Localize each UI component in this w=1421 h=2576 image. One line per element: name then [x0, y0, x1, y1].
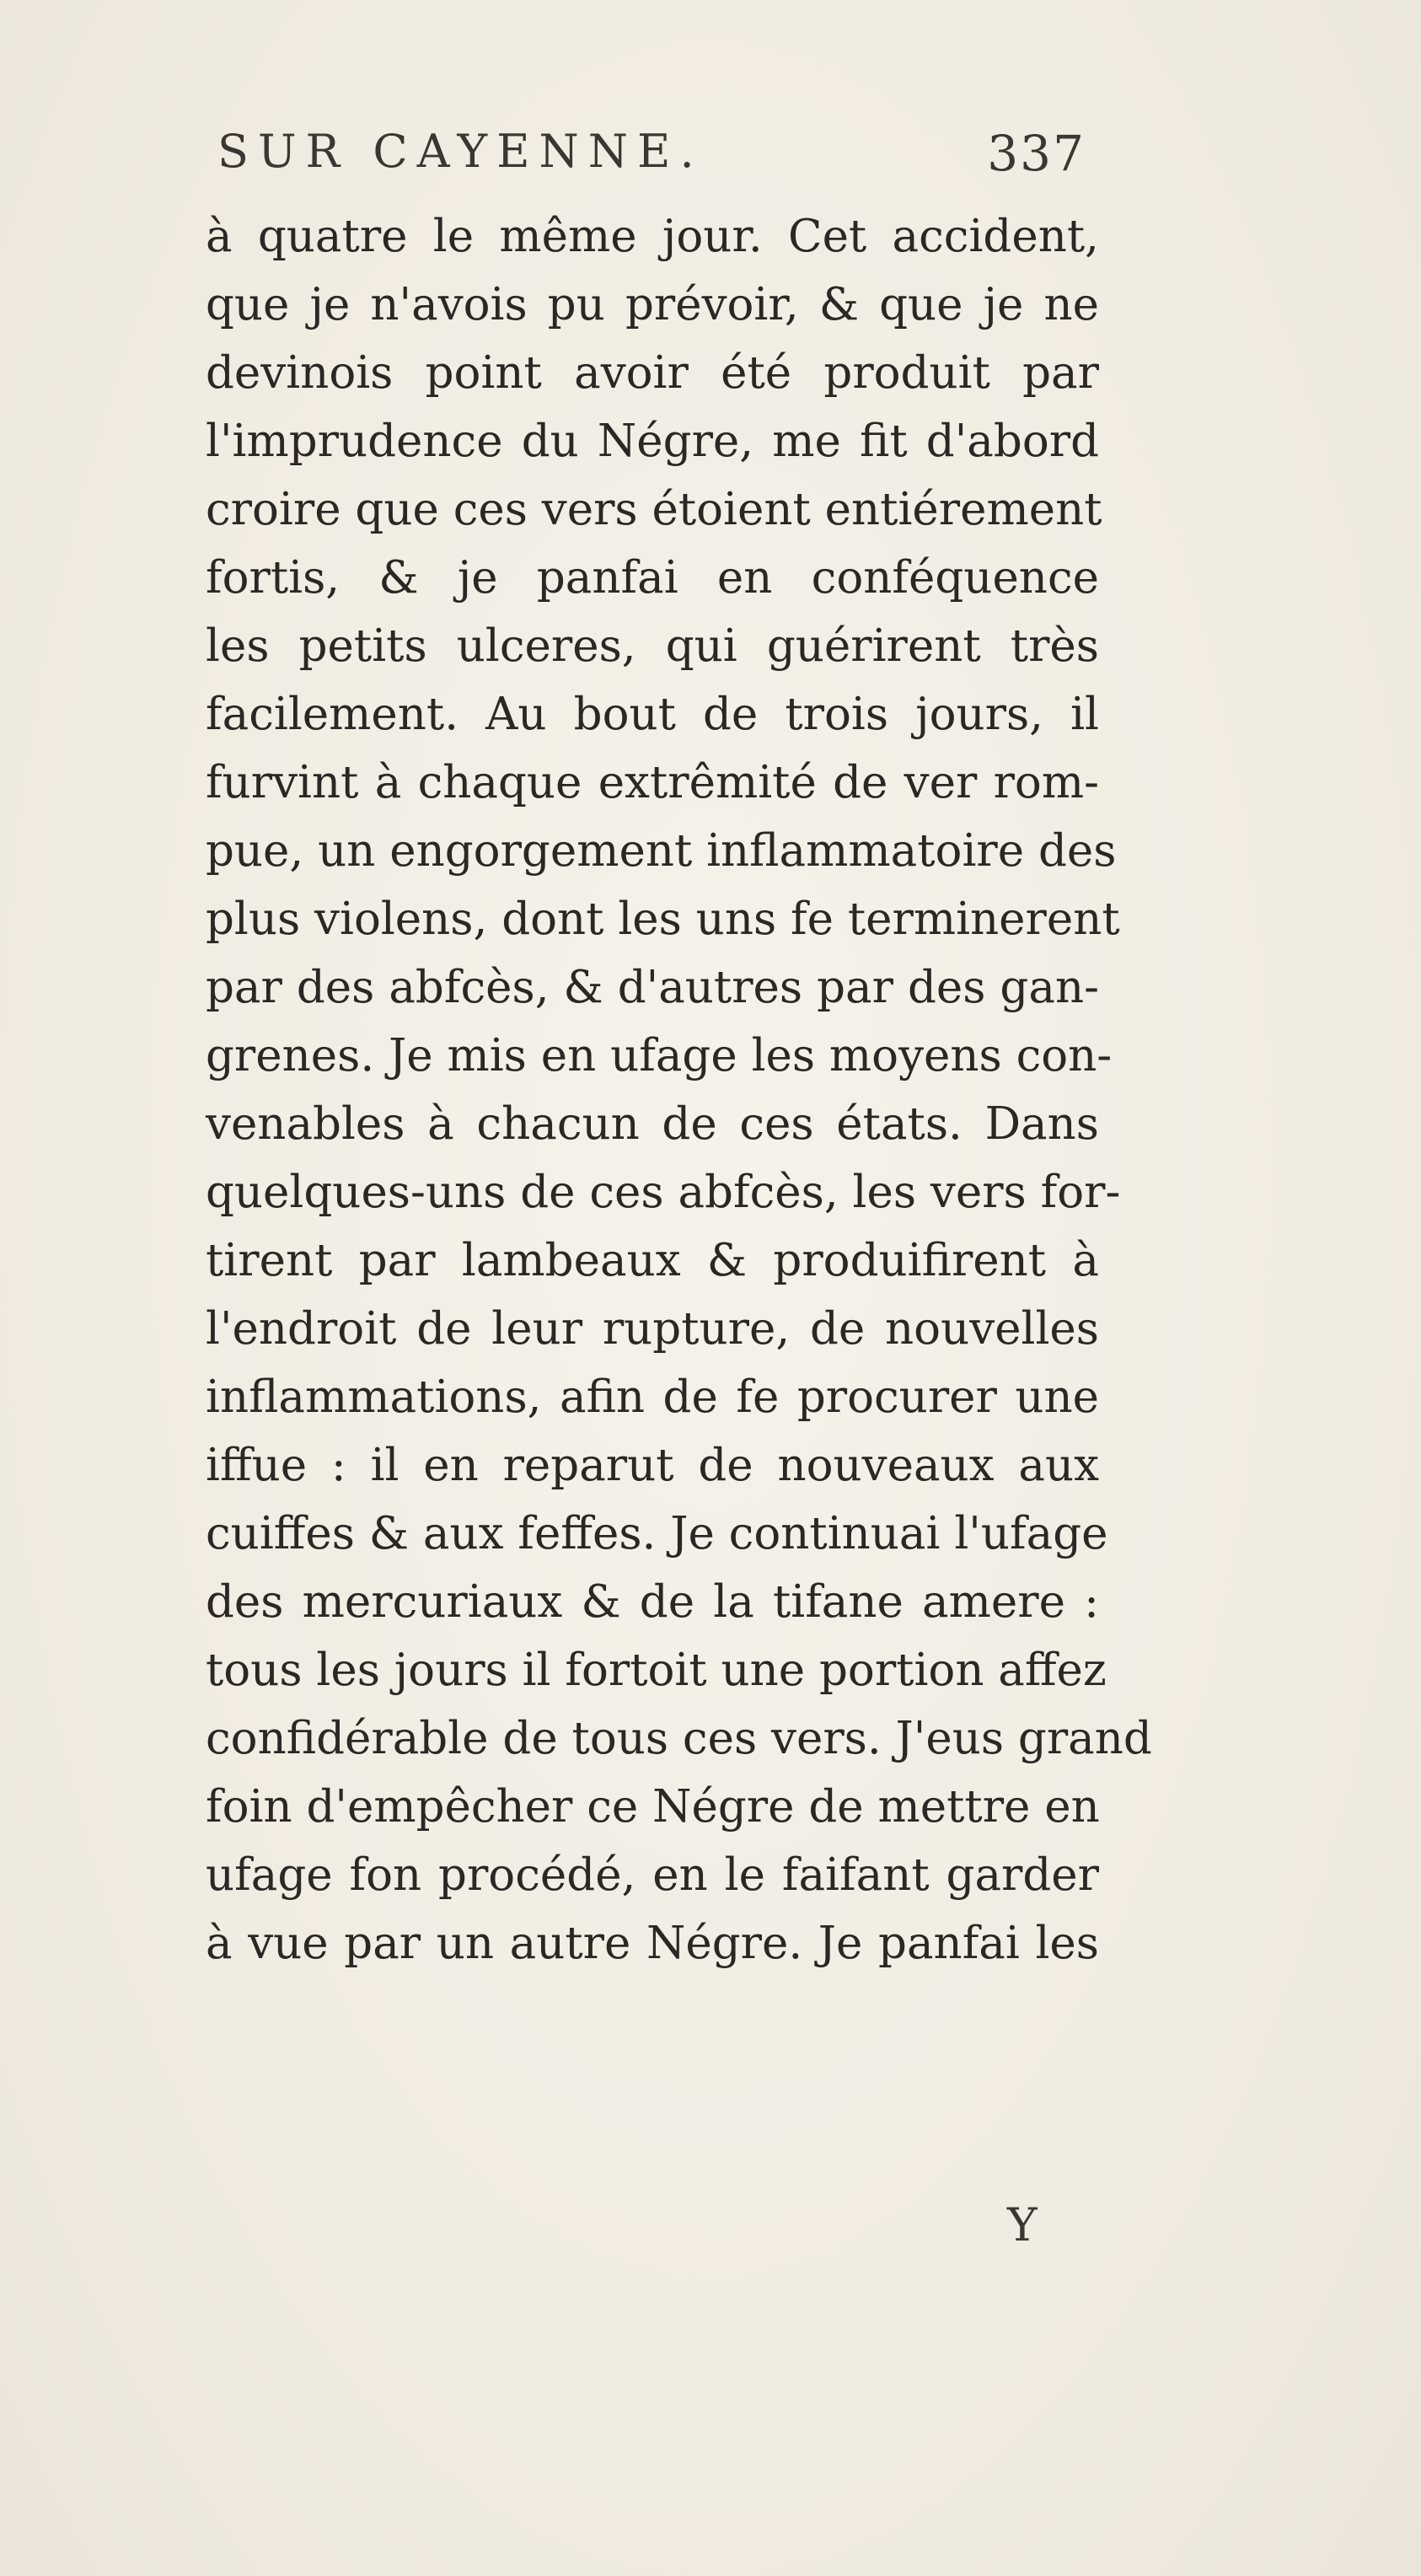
text-line: cuiffes & aux feffes. Je continuai l'ufage — [206, 1508, 1108, 1559]
text-line: les petits ulceres, qui guérirent très — [206, 620, 1099, 672]
text-line: à quatre le même jour. Cet accident, — [206, 211, 1099, 262]
text-line: devinois point avoir été produit par — [206, 347, 1099, 399]
text-line: plus violens, dont les uns fe terminerent — [206, 894, 1120, 945]
text-line: quelques-uns de ces abfcès, les vers for- — [206, 1167, 1121, 1218]
text-line: l'imprudence du Négre, me fit d'abord — [206, 416, 1099, 467]
text-line: des mercuriaux & de la tifane amere : — [206, 1576, 1099, 1628]
text-line: foin d'empêcher ce Négre de mettre en — [206, 1781, 1100, 1833]
text-line: facilement. Au bout de trois jours, il — [206, 689, 1099, 740]
text-line: croire que ces vers étoient entiérement — [206, 484, 1102, 535]
text-line: fortis, & je panfai en conféquence — [206, 552, 1099, 604]
text-line: venables à chacun de ces états. Dans — [206, 1098, 1099, 1150]
text-line: tous les jours il fortoit une portion affez — [206, 1645, 1107, 1696]
text-line: grenes. Je mis en ufage les moyens con- — [206, 1030, 1113, 1081]
body-text — [206, 202, 1152, 1978]
text-line: inflammations, afin de fe procurer une — [206, 1371, 1099, 1423]
page-number: 337 — [987, 125, 1086, 182]
text-line: furvint à chaque extrêmité de ver rom- — [206, 757, 1099, 808]
text-line: iffue : il en reparut de nouveaux aux — [206, 1440, 1099, 1491]
text-line: à vue par un autre Négre. Je panfai les — [206, 1918, 1099, 1969]
page-header — [217, 125, 1086, 184]
catchword: Y — [1007, 2198, 1038, 2251]
running-title: SUR CAYENNE. — [217, 125, 704, 178]
text-line: l'endroit de leur rupture, de nouvelles — [206, 1303, 1099, 1355]
text-line: par des abfcès, & d'autres par des gan- — [206, 962, 1099, 1013]
text-line: pue, un engorgement inflammatoire des — [206, 825, 1117, 877]
text-line: que je n'avois pu prévoir, & que je ne — [206, 279, 1099, 330]
text-line: confidérable de tous ces vers. J'eus grand — [206, 1713, 1152, 1764]
text-line: ufage fon procédé, en le faifant garder — [206, 1849, 1099, 1901]
text-line: tirent par lambeaux & produifirent à — [206, 1235, 1099, 1286]
